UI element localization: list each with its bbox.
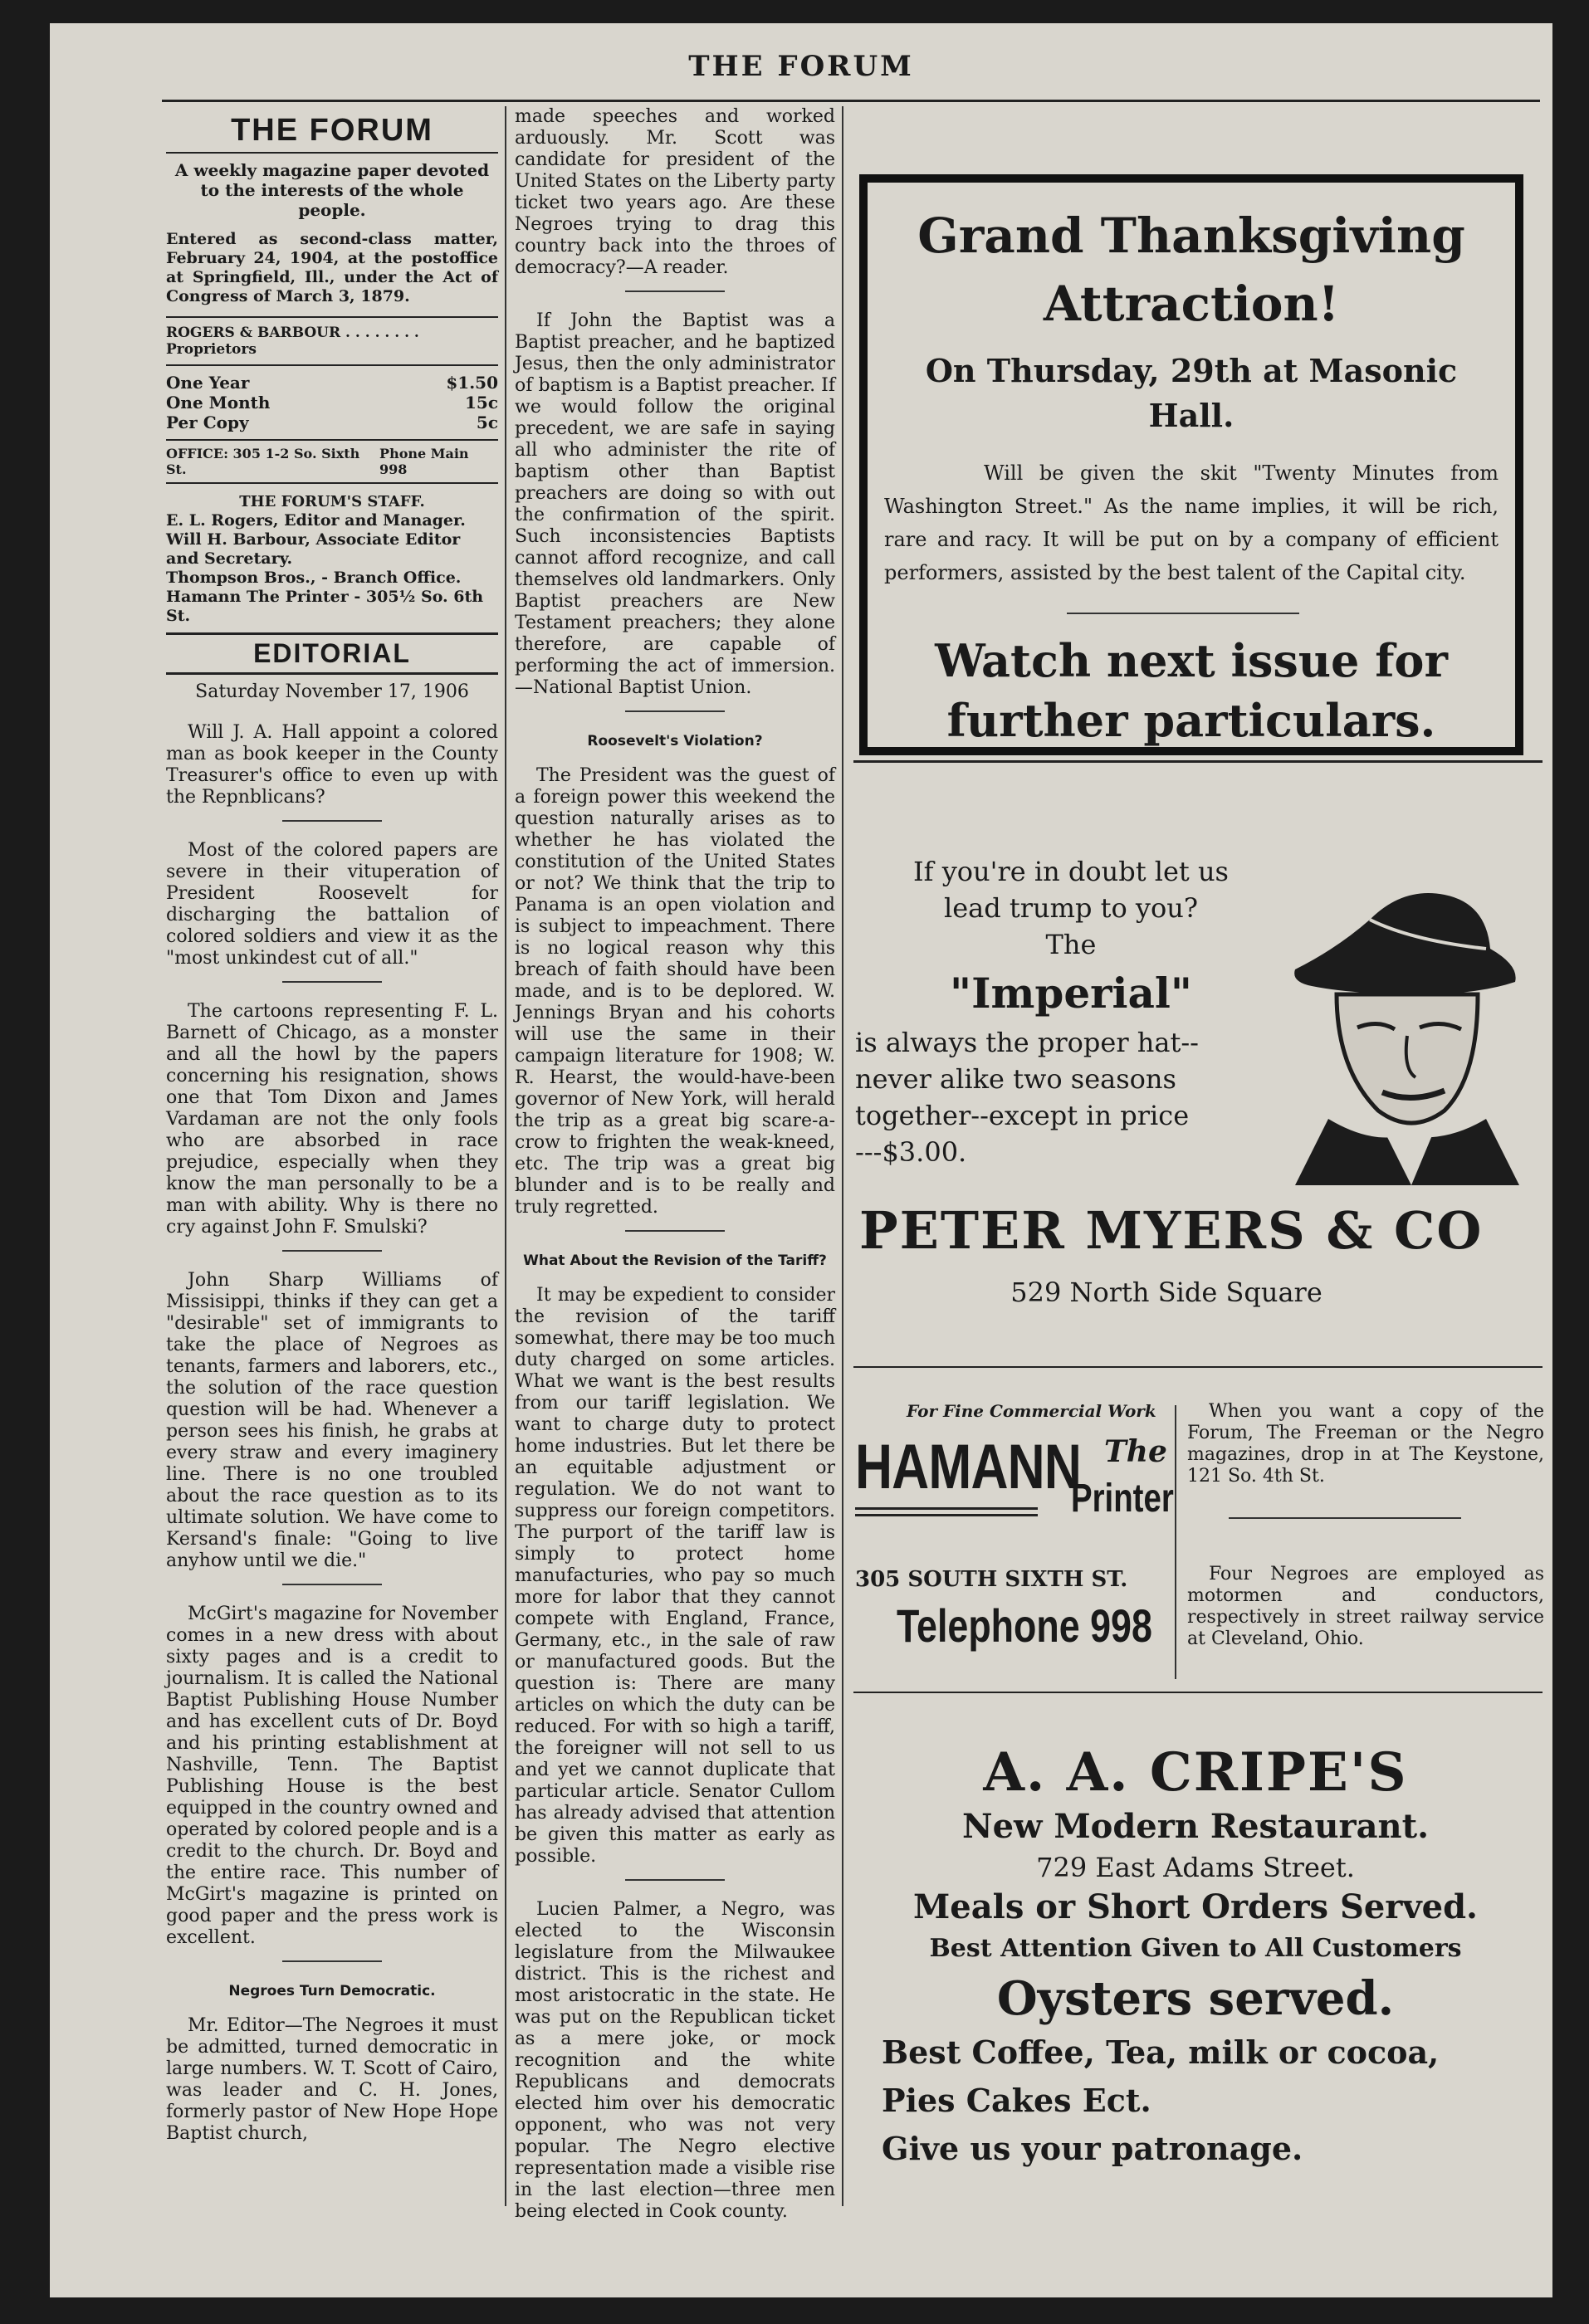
staff-line: Hamann The Printer - 305½ So. 6th St. (166, 588, 484, 625)
editorial-paragraph: The cartoons representing F. L. Barnett of Chicago, as a monster and all the howl by the papers concerning his resignation, shows one that Tom Dixon and James Vardaman are not the only fools who are absorbed in race prejudice, especially when they know the man personally to be a man with ability. Why is there no cry against John F. Smulski? (166, 1001, 498, 1238)
staff-line: Thompson Bros., - Branch Office. (166, 569, 462, 587)
ad-footer: Watch next issue for further particulars. (935, 634, 1448, 747)
ad-line: never alike two seasons (855, 1063, 1176, 1095)
rate-row: One Month 15c (166, 393, 498, 413)
ad-title-line2: Attraction! (1043, 276, 1340, 332)
man-with-hat-icon (1279, 870, 1528, 1185)
restaurant-name: A. A. CRIPE'S (983, 1741, 1408, 1804)
restaurant-line: Best Coffee, Tea, milk or cocoa, (882, 2034, 1440, 2071)
restaurant-line: Oysters served. (996, 1971, 1395, 2026)
article-heading: Negroes Turn Democratic. (228, 1983, 436, 1999)
ad-column-rule (1175, 1405, 1176, 1679)
article-paragraph: made speeches and worked arduously. Mr. Scott was candidate for president of the United States on the Liberty party ticket two years ago. Are these Negroes trying to drag this country back into the throes of democracy?—A reader. (515, 106, 835, 278)
newspaper-page (50, 23, 1552, 2297)
restaurant-address: 729 East Adams Street. (1036, 1852, 1355, 1883)
staff-line: Will H. Barbour, Associate Editor and Secretary. (166, 530, 461, 568)
article-heading: What About the Revision of the Tariff? (523, 1252, 827, 1269)
column-rule-2 (842, 106, 843, 2206)
ad-price: ---$3.00. (855, 1136, 967, 1168)
ad-line: together--except in price (855, 1100, 1190, 1131)
keystone-notice: When you want a copy of the Forum, The Freeman or the Negro magazines, drop in at The Keystone, 121 So. 4th St. (1187, 1401, 1544, 1487)
restaurant-line: Pies Cakes Ect. (882, 2082, 1151, 2119)
ad-event-body: Will be given the skit "Twenty Minutes from Washington Street." As the name implies, it will be rich, rare and racy. It will be put on by a company of efficient performers, assisted by the best talent of the Capital city. (884, 461, 1499, 584)
ad-line: If you're in doubt let us (913, 856, 1229, 887)
editorial-paragraph: McGirt's magazine for November comes in a new dress with about sixty pages and is a credit to journalism. It is called the National Baptist Publishing House Number and has excellent cuts of Dr. Boyd and his printing establishment at Nashville, Tenn. The Baptist Publishing House is the best equipped in the country owned and operated by colored people and is a credit to the church. Dr. Boyd and the entire race. This number of McGirt's magazine is printed on good paper and the press work is excellent. (166, 1604, 498, 1948)
restaurant-subtitle: New Modern Restaurant. (962, 1807, 1429, 1846)
ad-title-line1: Grand Thanksgiving (917, 208, 1465, 264)
editorial-paragraph: Most of the colored papers are severe in their vituperation of President Roosevelt for discharging the battalion of colored soldiers and view it as the "most unkindest cut of all." (166, 840, 498, 969)
editorial-paragraph: John Sharp Williams of Missisippi, thinks if they can get a "desirable" set of immigrants to take the place of Negroes as tenants, farmers and laborers, etc., the solution of the race question question will be had. Whenever a person sees his finish, he grabs at every straw and every imaginery line. There is no one troubled about the race question as to its ultimate solution. We have come to Kersand's finale: "Going to live anyhow until we die." (166, 1270, 498, 1571)
ad-line: The (1045, 929, 1097, 960)
printer-name: HAMANN (855, 1432, 1082, 1502)
printer-phone: Telephone 998 (897, 1599, 1152, 1652)
restaurant-line: Best Attention Given to All Customers (929, 1934, 1462, 1963)
issue-date: Saturday November 17, 1906 (195, 681, 469, 702)
office-line (166, 446, 498, 477)
running-header: THE FORUM (688, 50, 914, 83)
ad-divider (853, 760, 1543, 763)
store-address: 529 North Side Square (1010, 1277, 1323, 1308)
header-rule (162, 100, 1540, 102)
rates-table (166, 373, 498, 432)
ad-line: is always the proper hat-- (855, 1027, 1199, 1058)
column-2 (515, 106, 835, 2234)
cleveland-notice: Four Negroes are employed as motormen and conductors, respectively in street railway service at Cleveland, Ohio. (1187, 1564, 1544, 1649)
article-paragraph: Lucien Palmer, a Negro, was elected to the Wisconsin legislature from the Milwaukee district. This is the richest and most aristocratic in the state. He was put on the Republican ticket as a mere joke, or mock recognition and the white Republicans and democrats elected him over his democratic opponent, who was not very popular. The Negro elective representation made a visible rise in the last election—three men being elected in Cook county. (515, 1899, 835, 2222)
staff-line: E. L. Rogers, Editor and Manager. (166, 511, 466, 530)
store-name: PETER MYERS & CO (859, 1200, 1484, 1261)
masthead-title: THE FORUM (166, 113, 498, 154)
column-rule-1 (505, 106, 506, 2206)
ad-divider (853, 1692, 1543, 1693)
masthead-proprietors: ROGERS & BARBOUR . . . . . . . . Proprietors (166, 325, 419, 358)
printer-word: Printer (1071, 1477, 1174, 1521)
printer-address: 305 SOUTH SIXTH ST. (855, 1567, 1128, 1592)
staff-title: THE FORUM'S STAFF. (239, 493, 425, 510)
cripe-restaurant-ad (847, 1741, 1544, 2173)
printer-the: The (1104, 1434, 1167, 1469)
ad-tagline: For Fine Commercial Work (907, 1401, 1156, 1421)
editorial-heading: EDITORIAL (253, 638, 411, 668)
article-paragraph: It may be expedient to consider the revision of the tariff somewhat, there may be too much duty charged on some articles. What we want is the best results from our tariff legislation. We want to charge duty to protect home industries. But let there be an equitable adjustment or regulation. We do not want to suppress our foreign competitors. The purport of the tariff law is simply to protect home manufacturies, who pay so much more for labor that they cannot compete with England, France, Germany, etc., in the sale of raw or manufactured goods. But the question is: There are many articles on which the duty can be reduced. For with so high a tariff, the foreigner will not sell to us and yet we cannot duplicate that particular article. Senator Cullom has already advised that attention be given this matter as early as possible. (515, 1285, 835, 1867)
editorial-paragraph: Will J. A. Hall appoint a colored man as book keeper in the County Treasurer's office to even up with the Repnblicans? (166, 722, 498, 808)
article-paragraph: The President was the guest of a foreign power this weekend the question naturally arises as to whether he has violated the constitution of the United States or not? We think that the trip to Panama is an open violation and is subject to impeachment. There is no logical reason why this breach of faith should have been made, and is to be deplored. W. Jennings Bryan and his cohorts will use the same in their campaign literature for 1908; W. R. Hearst, the would-have-been governor of New York, will herald the trip as a great big scare-a-crow to frighten the weak-kneed, etc. The trip was a great big blunder and is to be really and truly regretted. (515, 765, 835, 1218)
article-heading: Roosevelt's Violation? (587, 733, 763, 749)
restaurant-line: Give us your patronage. (882, 2130, 1303, 2167)
notice-separator (1229, 1517, 1461, 1519)
office-address: OFFICE: 305 1-2 So. Sixth St. (166, 446, 360, 477)
office-phone: Phone Main 998 (379, 446, 469, 477)
brand-name: "Imperial" (950, 969, 1192, 1018)
masthead-entry: Entered as second-class matter, February 24, 1904, at the postoffice at Springfield, Ill., under the Act of Congress of March 3, 1879. (166, 230, 498, 305)
restaurant-line: Meals or Short Orders Served. (913, 1887, 1478, 1926)
ad-event-when: On Thursday, 29th at Masonic Hall. (925, 352, 1458, 434)
imperial-hat-ad (855, 853, 1287, 1170)
masthead-tagline: A weekly magazine paper devoted to the interests of the whole people. (174, 160, 490, 220)
ad-line: lead trump to you? (943, 892, 1199, 924)
article-paragraph: If John the Baptist was a Baptist preacher, and he baptized Jesus, then the only administrator of baptism is a Baptist preacher. If we would follow the original precedent, we are safe in saying all who administer the rite of baptism other than Baptist preachers are doing so with out the confirmation of the spirit. Such inconsistencies Baptists cannot afford recognize, and call themselves old landmarkers. Only Baptist preachers are New Testament preachers; they alone therefore, are capable of performing the act of immersion.—National Baptist Union. (515, 310, 835, 698)
hamann-printer-ad (855, 1401, 1220, 1675)
ad-divider (853, 1366, 1543, 1368)
editorial-paragraph: Mr. Editor—The Negroes it must be admitted, turned democratic in large numbers. W. T. Scott of Cairo, was leader and C. H. Jones, formerly pastor of New Hope Hope Baptist church, (166, 2015, 498, 2144)
rate-row: Per Copy 5c (166, 413, 498, 432)
column-1 (166, 113, 498, 2156)
rate-row: One Year $1.50 (166, 373, 498, 393)
thanksgiving-ad (859, 174, 1523, 755)
